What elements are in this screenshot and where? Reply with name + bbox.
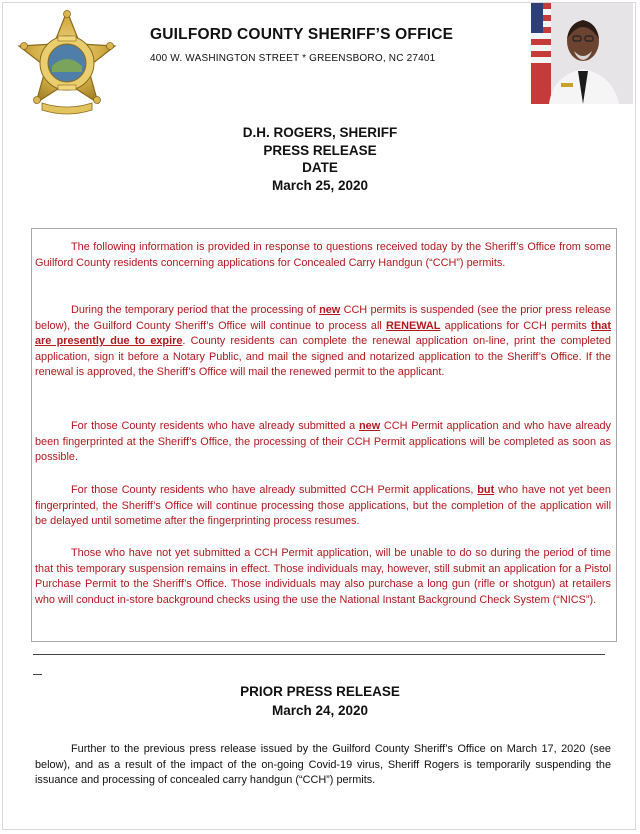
section-divider — [33, 654, 605, 655]
notice-paragraph-4: For those County residents who have already submitted CCH Permit applications, but who have not yet been fingerprinted, the Sheriff’s Office will continue processing those applications, but the completion of the application will be delayed until sometime after the fingerprinting process resumes. — [35, 484, 611, 528]
star-badge-icon — [12, 8, 122, 118]
section-divider-tail — [33, 674, 42, 675]
press-release-heading: PRESS RELEASE — [263, 142, 377, 158]
release-title-block — [0, 124, 640, 194]
notice-paragraph-1: The following information is provided in response to questions received today by the Sheriff’s Office from some Guilford County residents concerning applications for Concealed Carry Handgun (“CCH”) permits. — [35, 241, 611, 269]
office-name: GUILFORD COUNTY SHERIFF’S OFFICE — [150, 26, 454, 43]
prior-release-heading: PRIOR PRESS RELEASE — [240, 684, 400, 699]
sheriff-name-heading: D.H. ROGERS, SHERIFF — [242, 125, 398, 140]
emphasis-renewal: RENEWAL — [386, 319, 441, 332]
date-label: DATE — [302, 160, 338, 175]
sheriff-badge-logo — [12, 8, 122, 118]
sheriff-portrait-photo — [531, 3, 633, 104]
emphasis-new-2: new — [358, 420, 381, 432]
emphasis-due-to-expire: that are presently due to expire — [35, 319, 611, 348]
emphasis-new: new — [319, 304, 341, 316]
portrait-image-icon — [531, 3, 633, 104]
notice-paragraph-5: Those who have not yet submitted a CCH Permit application, will be unable to do so during the period of time that this temporary suspension remains in effect. Those individuals may, however, still submit an application for a Pistol Purchase Permit to the Sheriff’s Office. Those individuals may also purchase a long gun (rifle or shotgun) at retailers who will conduct in-store background checks using the use the National Instant Background Check System (“NICS”). — [35, 547, 611, 606]
emphasis-but: but — [477, 484, 495, 496]
header — [150, 26, 510, 64]
notice-paragraph-3: For those County residents who have already submitted a new CCH Permit application and who have already been fingerprinted at the Sheriff’s Office, the processing of their CCH Permit applications will be completed as soon as possible. — [35, 420, 612, 464]
prior-release-paragraph: Further to the previous press release issued by the Guilford County Sheriff’s Office on March 17, 2020 (see below), and as a result of the impact of the on-going Covid-19 virus, Sheriff Rogers is temporarily suspending the issuance and processing of concealed carry handgun (“CCH”) permits. — [35, 743, 611, 787]
office-address: 400 W. WASHINGTON STREET * GREENSBORO, NC 27401 — [150, 53, 436, 64]
prior-release-date: March 24, 2020 — [271, 702, 369, 718]
release-date: March 25, 2020 — [271, 177, 369, 193]
notice-paragraph-2: During the temporary period that the processing of new CCH permits is suspended (see the prior press release below), the Guilford County Sheriff’s Office will continue to process all RENEWAL applications for CCH permits that are presently due to expire. County residents can complete the renewal application on-line, print the completed application, sign it before a Notary Public, and mail the signed and notarized application to the Sheriff’s Office. If the renewal is approved, the Sheriff’s Office will mail the renewed permit to the applicant. — [35, 304, 611, 379]
prior-release-header — [0, 683, 640, 720]
